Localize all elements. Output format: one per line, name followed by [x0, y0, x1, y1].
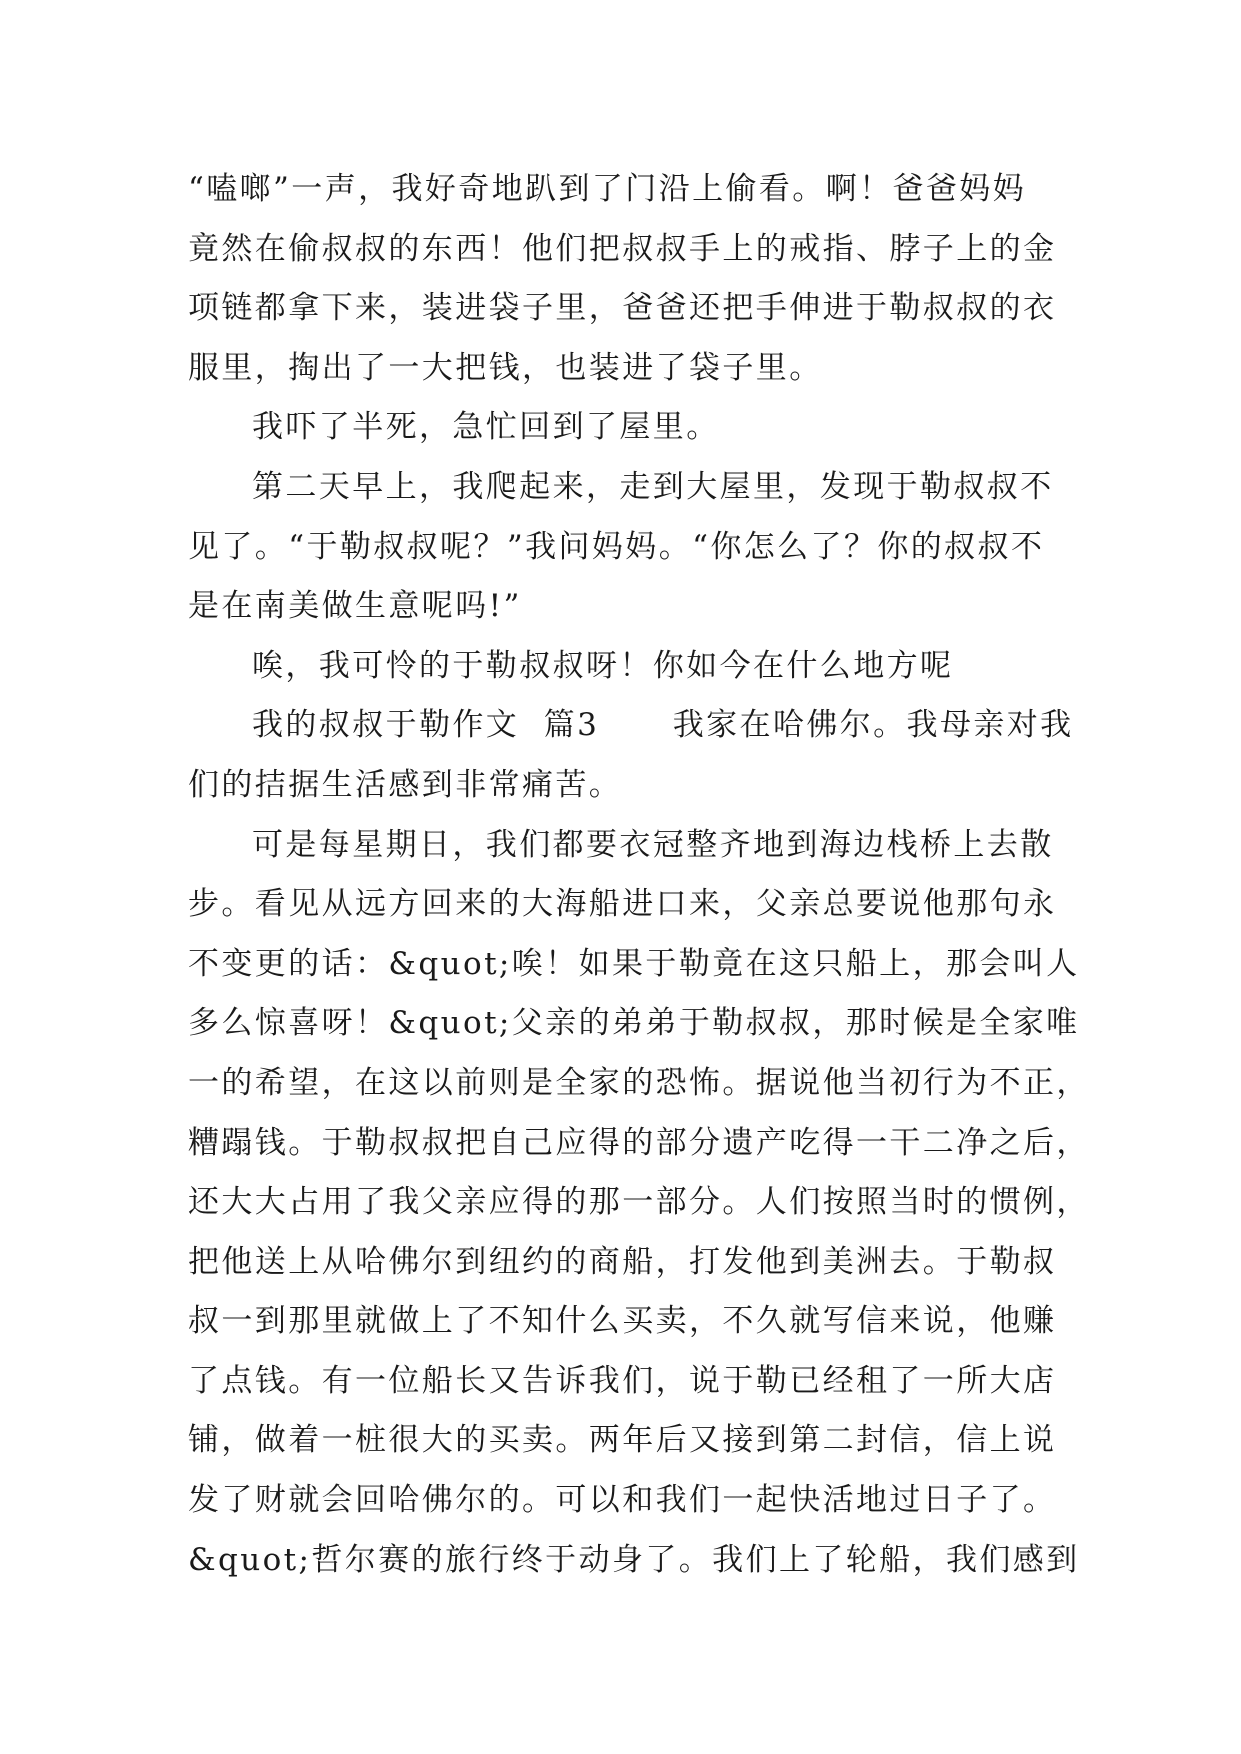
text-line: 还大大占用了我父亲应得的那一部分。人们按照当时的惯例， — [188, 1184, 1090, 1221]
text-line: 糟蹋钱。于勒叔叔把自己应得的部分遗产吃得一干二净之后， — [188, 1124, 1090, 1161]
text-line: 叔一到那里就做上了不知什么买卖，不久就写信来说，他赚 — [188, 1303, 1057, 1340]
text-line: 了点钱。有一位船长又告诉我们，说于勒已经租了一所大店 — [188, 1362, 1057, 1399]
text-line: “嗑啷”一声，我好奇地趴到了门沿上偷看。啊！爸爸妈妈 — [188, 171, 1027, 207]
text-line: 第二天早上，我爬起来，走到大屋里，发现于勒叔叔不 — [252, 468, 1054, 505]
text-line: 们的拮据生活感到非常痛苦。 — [188, 766, 623, 803]
text-line: 步。看见从远方回来的大海船进口来，父亲总要说他那句永 — [188, 886, 1057, 923]
text-line: &quot;哲尔赛的旅行终于动身了。我们上了轮船，我们感到 — [188, 1541, 1080, 1578]
text-line: 铺，做着一桩很大的买卖。两年后又接到第二封信，信上说 — [188, 1422, 1057, 1459]
text-line: 可是每星期日，我们都要衣冠整齐地到海边栈桥上去散 — [252, 826, 1054, 863]
text-line: 多么惊喜呀！&quot;父亲的弟弟于勒叔叔，那时候是全家唯 — [188, 1005, 1080, 1042]
text-line: 竟然在偷叔叔的东西！他们把叔叔手上的戒指、脖子上的金 — [188, 230, 1057, 267]
text-line: 我吓了半死，急忙回到了屋里。 — [252, 409, 720, 446]
text-line: 项链都拿下来，装进袋子里，爸爸还把手伸进于勒叔叔的衣 — [188, 290, 1057, 327]
text-line: 不变更的话：&quot;唉！如果于勒竟在这只船上，那会叫人 — [188, 945, 1080, 982]
text-line: 服里，掏出了一大把钱，也装进了袋子里。 — [188, 349, 823, 386]
text-line: 把他送上从哈佛尔到纽约的商船，打发他到美洲去。于勒叔 — [188, 1243, 1057, 1280]
text-line: 见了。“于勒叔叔呢？”我问妈妈。“你怎么了？你的叔叔不 — [188, 528, 1045, 565]
text-line: 是在南美做生意呢吗!” — [188, 588, 522, 625]
text-line: 一的希望，在这以前则是全家的恐怖。据说他当初行为不正， — [188, 1064, 1090, 1101]
text-line: 发了财就会回哈佛尔的。可以和我们一起快活地过日子了。 — [188, 1482, 1057, 1519]
body-text — [188, 160, 1090, 1590]
text-line: 唉，我可怜的于勒叔叔呀！你如今在什么地方呢 — [252, 647, 954, 684]
text-line: 我的叔叔于勒作文 篇3 我家在哈佛尔。我母亲对我 — [252, 707, 1074, 744]
